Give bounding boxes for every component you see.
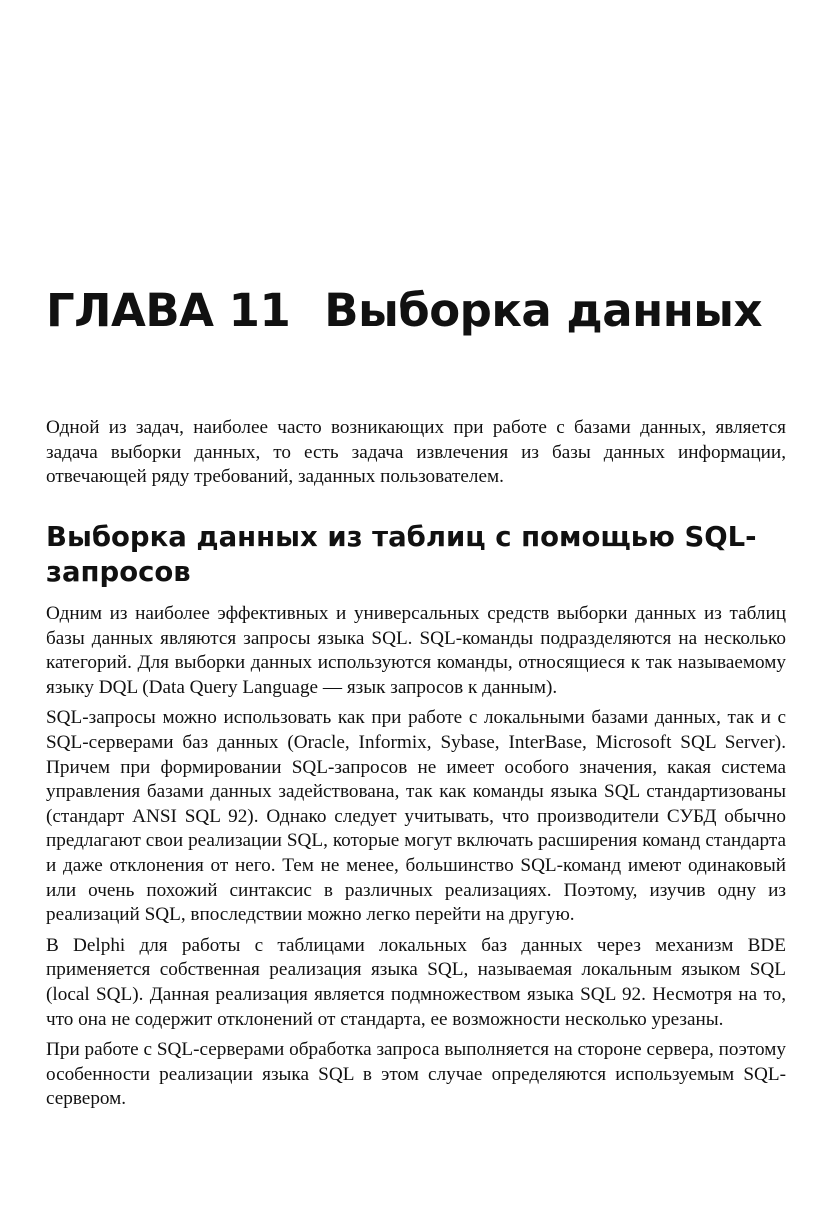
paragraph-4: При работе с SQL-серверами обработка запроса выполняется на стороне сервера, поэтому особенности реализации языка SQL в этом случае определяются используемым SQL-сервером. xyxy=(46,1039,786,1110)
chapter-name: Выборка данных xyxy=(324,284,763,337)
chapter-title xyxy=(46,284,763,337)
paragraph-2: SQL-запросы можно использовать как при работе с локальными базами данных, так и с SQL-серверами баз данных (Oracle, Informix, Sybase, InterBase, Microsoft SQL Server). Причем при формировании SQL-запросов не имеет особого значения, какая система управления базами данных задействована, так как команды языка SQL стандартизованы (стандарт ANSI SQL 92). Однако следует учитывать, что производители СУБД обычно предлагают свои реализации SQL, которые могут включать расширения команд стандарта и даже отклонения от него. Тем не менее, большинство SQL-команд имеют одинаковый или очень похожий синтаксис в различных реализациях. Поэтому, изучив одну из реализаций SQL, впоследствии можно легко перейти на другую. xyxy=(46,707,786,926)
section-body xyxy=(46,602,786,1118)
paragraph-3: В Delphi для работы с таблицами локальных баз данных через механизм BDE применяется собственная реализация языка SQL, называемая локальным языком SQL (local SQL). Данная реализация является подмножеством языка SQL 92. Несмотря на то, что она не содержит отклонений от стандарта, ее возможности несколько урезаны. xyxy=(46,934,786,1030)
paragraph-1: Одним из наиболее эффективных и универсальных средств выборки данных из таблиц базы данных являются запросы языка SQL. SQL-команды подразделяются на несколько категорий. Для выборки данных используются команды, относящиеся к так называемому языку DQL (Data Query Language — язык запросов к данным). xyxy=(46,603,786,698)
intro-paragraph: Одной из задач, наиболее часто возникающих при работе с базами данных, является задача выборки данных, то есть задача извлечения из базы данных информации, отвечающей ряду требований, заданных пользователем. xyxy=(46,417,786,488)
chapter-number: ГЛАВА 11 xyxy=(46,284,291,337)
section-heading: Выборка данных из таблиц с помощью SQL-запросов xyxy=(46,521,757,588)
